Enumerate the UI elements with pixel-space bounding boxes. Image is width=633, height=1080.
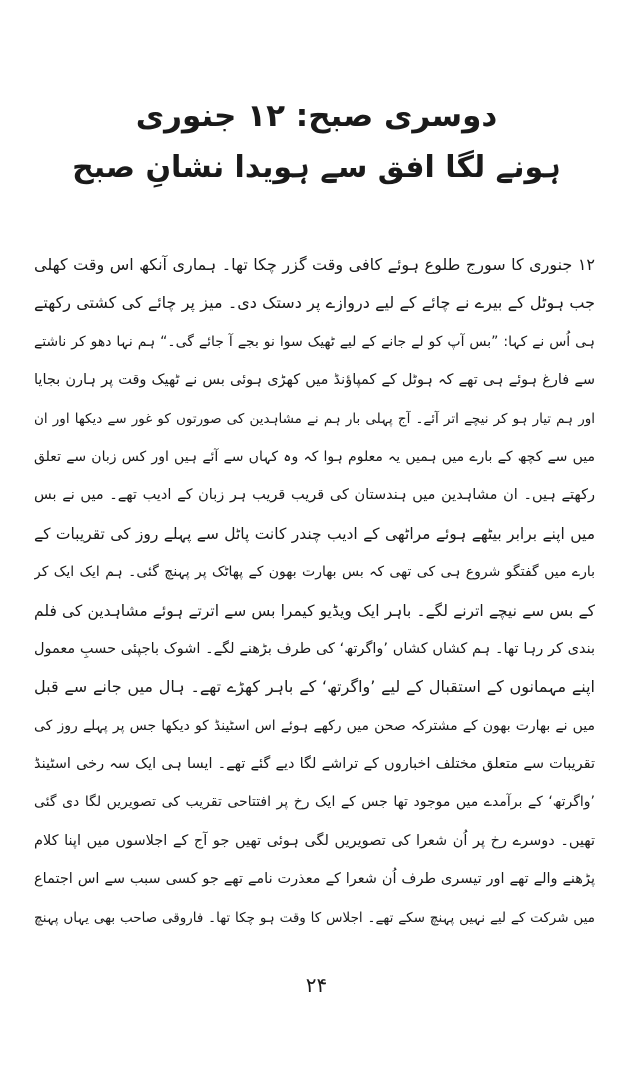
text-line: میں سے کچھ کے بارے میں ہمیں یہ معلوم ہوا کہ وہ کہاں سے آئے ہیں اور کس زبان سے تعلق xyxy=(34,448,595,465)
text-line: تھیں۔ دوسرے رخ پر اُن شعرا کی تصویریں لگی ہوئی تھیں جو آج کے اجلاسوں میں اپنا کلام xyxy=(34,832,595,849)
chapter-subtitle: ہونے لگا افق سے ہویدا نشانِ صبح xyxy=(72,150,561,185)
text-line: ’واگرتھ‘ کے برآمدے میں موجود تھا جس کے ایک رخ پر افتتاحی تقریب کی تصویریں لگا دی گئی xyxy=(34,794,595,811)
text-line: میں نے بھارت بھون کے مشترکہ صحن میں رکھے ہوئے اس اسٹینڈ کو دیکھا جس پر پہلے روز کی xyxy=(34,717,595,734)
text-line: اپنے مہمانوں کے استقبال کے لیے ’واگرتھ‘ کے باہر کھڑے تھے۔ ہال میں جانے سے قبل xyxy=(34,677,595,697)
text-line: ہی اُس نے کہا: ”بس آپ کو لے جانے کے لیے ٹھیک سوا نو بجے آ جائے گی۔“ ہم نہا دھو کر ناشتے xyxy=(34,333,595,350)
text-line: بندی کر رہا تھا۔ ہم کشاں کشاں ’واگرتھ‘ کی طرف بڑھنے لگے۔ اشوک باجپئی حسبِ معمول xyxy=(34,640,595,657)
text-line: جب ہوٹل کے بیرے نے چائے کے لیے دروازے پر دستک دی۔ میز پر چائے کی کشتی رکھتے xyxy=(34,293,595,313)
text-line: میں اپنے برابر بیٹھے ہوئے مراٹھی کے ادیب چندر کانت پاٹل سے پہلے روز کی تقریبات کے xyxy=(34,524,595,543)
text-line: سے فارغ ہوئے ہی تھے کہ ہوٹل کے کمپاؤنڈ میں کھڑی ہوئی بس نے ٹھیک وقت پر ہارن بجایا xyxy=(34,372,595,389)
text-line: پڑھنے والے تھے اور تیسری طرف اُن شعرا کے معذرت نامے تھے جو کسی سبب سے اس اجتماع xyxy=(34,871,595,888)
text-line: تقریبات سے متعلق مختلف اخباروں کے تراشے لگا دیے گئے تھے۔ ایسا ہی ایک سہ رخی اسٹینڈ xyxy=(34,756,595,773)
text-line: اور ہم تیار ہو کر نیچے اتر آئے۔ آج پہلی بار ہم نے مشاہدین کی صورتوں کو غور سے دیکھا اور ان xyxy=(34,410,595,427)
text-line: بارے میں گفتگو شروع ہی کی تھی کہ بس بھارت بھون کے پھاٹک پر پہنچ گئی۔ ہم ایک ایک کر xyxy=(34,564,595,581)
text-line: رکھتے ہیں۔ ان مشاہدین میں ہندستان کی قریب قریب ہر زبان کے ادیب تھے۔ میں نے بس xyxy=(34,487,595,504)
page-number: ۲۴ xyxy=(305,973,328,997)
chapter-title: دوسری صبح: ۱۲ جنوری xyxy=(135,98,498,134)
text-line: کے بس سے نیچے اترنے لگے۔ باہر ایک ویڈیو کیمرا بس سے اترتے ہوئے مشاہدین کی فلم xyxy=(34,601,595,620)
text-line: ۱۲ جنوری کا سورج طلوع ہوئے کافی وقت گزر چکا تھا۔ ہماری آنکھ اس وقت کھلی xyxy=(34,255,595,274)
text-line: میں شرکت کے لیے نہیں پہنچ سکے تھے۔ اجلاس کا وقت ہو چکا تھا۔ فاروقی صاحب بھی یہاں پہنچ xyxy=(34,909,595,926)
body-text xyxy=(34,246,595,937)
